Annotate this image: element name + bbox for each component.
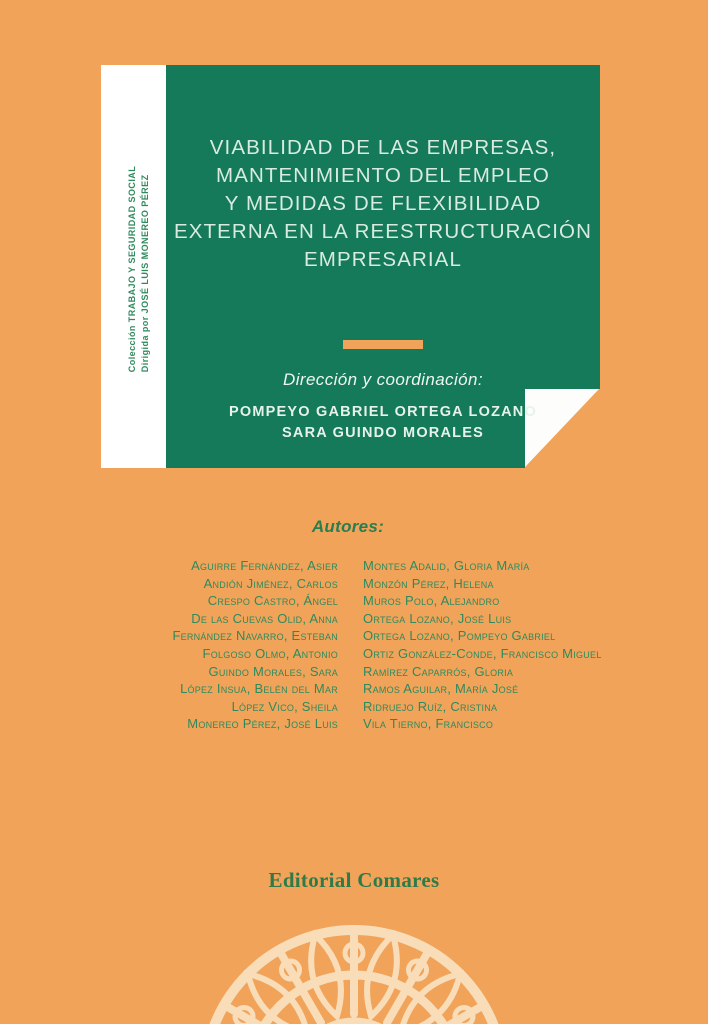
author-name: De las Cuevas Olid, Anna xyxy=(191,610,338,626)
author-name: Ortega Lozano, Pompeyo Gabriel xyxy=(363,628,556,644)
author-name: Montes Adalid, Gloria María xyxy=(363,558,530,573)
authors-column-left xyxy=(140,557,338,733)
coordinator-name: SARA GUINDO MORALES xyxy=(282,425,484,441)
title-line: EXTERNA EN LA REESTRUCTURACIÓN xyxy=(173,220,592,243)
authors-column-right xyxy=(363,557,675,733)
author-name: Monzón Pérez, Helena xyxy=(363,575,494,591)
author-name: López Insua, Belén del Mar xyxy=(180,681,338,697)
accent-bar xyxy=(343,340,423,349)
title-line: Y MEDIDAS DE FLEXIBILIDAD xyxy=(224,192,542,215)
authors-label: Autores: xyxy=(311,517,385,536)
author-name: Guindo Morales, Sara xyxy=(208,663,338,679)
directed-by-line: Dirigida por JOSÉ LUIS MONEREO PÉREZ xyxy=(140,174,150,373)
publisher-name: Editorial Comares xyxy=(268,868,440,892)
author-name: Crespo Castro, Ángel xyxy=(207,593,338,609)
author-name: Ramírez Caparrós, Gloria xyxy=(363,663,514,679)
author-name: Fernández Navarro, Esteban xyxy=(172,628,338,644)
author-name: Aguirre Fernández, Asier xyxy=(191,558,338,573)
coordination-label: Dirección y coordinación: xyxy=(283,370,483,389)
collection-spine-text xyxy=(126,166,152,372)
authors-list xyxy=(140,557,675,733)
author-name: Ridruejo Ruíz, Cristina xyxy=(363,698,498,714)
author-name: Andión Jiménez, Carlos xyxy=(203,575,338,591)
author-name: Ortiz González-Conde, Francisco Miguel xyxy=(363,645,602,661)
author-name: Vila Tierno, Francisco xyxy=(363,716,494,732)
author-name: Monereo Pérez, José Luis xyxy=(187,716,338,732)
author-name: López Vico, Sheila xyxy=(231,698,338,714)
author-name: Folgoso Olmo, Antonio xyxy=(202,645,338,661)
title-line: MANTENIMIENTO DEL EMPLEO xyxy=(216,164,550,187)
coordinator-name: POMPEYO GABRIEL ORTEGA LOZANO xyxy=(229,404,537,420)
comares-rosette-icon xyxy=(164,915,544,1024)
collection-line: Colección TRABAJO Y SEGURIDAD SOCIAL xyxy=(127,165,137,373)
author-name: Muros Polo, Alejandro xyxy=(363,593,500,609)
author-name: Ramos Aguilar, María José xyxy=(363,681,519,697)
author-name: Ortega Lozano, José Luis xyxy=(363,610,512,626)
title-line: VIABILIDAD DE LAS EMPRESAS, xyxy=(209,136,557,159)
book-title xyxy=(166,134,600,274)
coordination-names xyxy=(166,402,600,444)
title-line: EMPRESARIAL xyxy=(304,248,462,271)
